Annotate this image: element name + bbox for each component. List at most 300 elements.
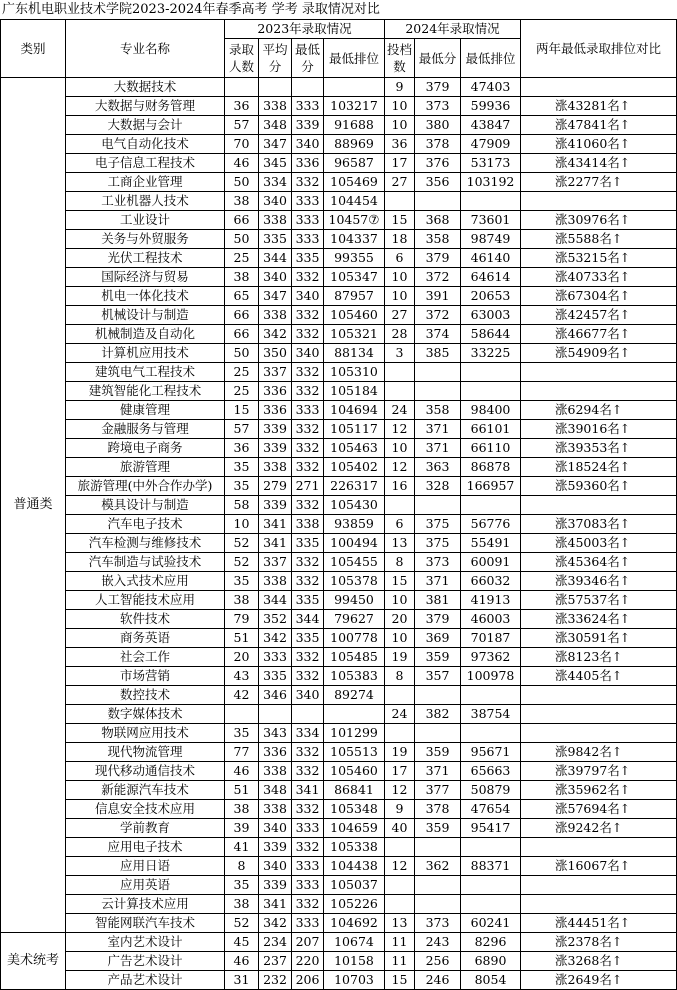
- min-score-2023-cell: 339: [292, 116, 324, 135]
- admitted-count-cell: 45: [225, 933, 259, 952]
- min-score-2024-cell: [415, 895, 461, 914]
- min-rank-2024-cell: 66032: [461, 572, 521, 591]
- average-score-cell: 338: [259, 572, 292, 591]
- admitted-count-cell: 50: [225, 173, 259, 192]
- average-score-cell: 340: [259, 268, 292, 287]
- major-cell: 现代物流管理: [66, 743, 225, 762]
- filing-count-cell: 8: [385, 553, 415, 572]
- rank-compare-cell: 涨47841名↑: [521, 116, 677, 135]
- rank-compare-cell: 涨54909名↑: [521, 344, 677, 363]
- min-score-2024-cell: 375: [415, 515, 461, 534]
- rank-compare-cell: [521, 192, 677, 211]
- min-score-2023-cell: 333: [292, 914, 324, 933]
- admitted-count-cell: 35: [225, 572, 259, 591]
- average-score-cell: 341: [259, 515, 292, 534]
- min-score-2024-cell: [415, 724, 461, 743]
- min-rank-2024-cell: 43847: [461, 116, 521, 135]
- filing-count-cell: 10: [385, 268, 415, 287]
- min-score-2024-cell: 368: [415, 211, 461, 230]
- major-cell: 现代移动通信技术: [66, 762, 225, 781]
- filing-count-cell: 10: [385, 629, 415, 648]
- admitted-count-cell: 36: [225, 97, 259, 116]
- average-score-cell: 341: [259, 895, 292, 914]
- rank-compare-cell: 涨33624名↑: [521, 610, 677, 629]
- min-rank-2024-cell: 55491: [461, 534, 521, 553]
- min-rank-2024-cell: 8296: [461, 933, 521, 952]
- table-row: [1, 762, 677, 781]
- header-min-rank-2024: 最低排位: [461, 39, 521, 78]
- major-cell: 数字媒体技术: [66, 705, 225, 724]
- major-cell: 工商企业管理: [66, 173, 225, 192]
- filing-count-cell: 13: [385, 534, 415, 553]
- min-score-2023-cell: 340: [292, 686, 324, 705]
- major-cell: 汽车检测与维修技术: [66, 534, 225, 553]
- min-score-2023-cell: 332: [292, 458, 324, 477]
- min-rank-2023-cell: 104337: [324, 230, 385, 249]
- average-score-cell: 279: [259, 477, 292, 496]
- min-score-2024-cell: [415, 876, 461, 895]
- header-min-rank-2023: 最低排位: [324, 39, 385, 78]
- table-row: [1, 439, 677, 458]
- min-score-2023-cell: 333: [292, 401, 324, 420]
- min-rank-2024-cell: 95417: [461, 819, 521, 838]
- min-rank-2024-cell: 95671: [461, 743, 521, 762]
- table-row: [1, 857, 677, 876]
- min-rank-2024-cell: 63003: [461, 306, 521, 325]
- min-rank-2023-cell: 100778: [324, 629, 385, 648]
- min-rank-2024-cell: [461, 686, 521, 705]
- rank-compare-cell: 涨57694名↑: [521, 800, 677, 819]
- min-score-2024-cell: 359: [415, 648, 461, 667]
- min-rank-2024-cell: 70187: [461, 629, 521, 648]
- header-average-score: 平均分: [259, 39, 292, 78]
- average-score-cell: 339: [259, 496, 292, 515]
- min-rank-2024-cell: [461, 496, 521, 515]
- admitted-count-cell: [225, 705, 259, 724]
- major-cell: 应用电子技术: [66, 838, 225, 857]
- table-row: [1, 401, 677, 420]
- min-score-2024-cell: 376: [415, 154, 461, 173]
- min-score-2023-cell: 335: [292, 591, 324, 610]
- major-cell: 产品艺术设计: [66, 971, 225, 990]
- rank-compare-cell: 涨37083名↑: [521, 515, 677, 534]
- min-rank-2024-cell: 60241: [461, 914, 521, 933]
- min-rank-2024-cell: 86878: [461, 458, 521, 477]
- min-score-2023-cell: 332: [292, 268, 324, 287]
- min-rank-2023-cell: 105430: [324, 496, 385, 515]
- rank-compare-cell: [521, 705, 677, 724]
- major-cell: 数控技术: [66, 686, 225, 705]
- header-min-score-2023: 最低分: [292, 39, 324, 78]
- min-rank-2023-cell: 105469: [324, 173, 385, 192]
- table-row: [1, 97, 677, 116]
- rank-compare-cell: [521, 838, 677, 857]
- filing-count-cell: 11: [385, 952, 415, 971]
- average-score-cell: 350: [259, 344, 292, 363]
- min-score-2024-cell: 379: [415, 78, 461, 97]
- admitted-count-cell: 36: [225, 439, 259, 458]
- min-score-2023-cell: 206: [292, 971, 324, 990]
- admitted-count-cell: 52: [225, 553, 259, 572]
- rank-compare-cell: 涨9242名↑: [521, 819, 677, 838]
- header-row-1: [1, 20, 677, 39]
- header-filing-count: 投档数: [385, 39, 415, 78]
- average-score-cell: 341: [259, 534, 292, 553]
- min-rank-2023-cell: 105402: [324, 458, 385, 477]
- min-score-2023-cell: 332: [292, 496, 324, 515]
- header-min-score-2024: 最低分: [415, 39, 461, 78]
- min-score-2023-cell: 341: [292, 781, 324, 800]
- min-score-2024-cell: 380: [415, 116, 461, 135]
- min-score-2023-cell: 333: [292, 192, 324, 211]
- min-rank-2023-cell: 105460: [324, 762, 385, 781]
- rank-compare-cell: 涨39797名↑: [521, 762, 677, 781]
- min-rank-2024-cell: 41913: [461, 591, 521, 610]
- major-cell: 智能网联汽车技术: [66, 914, 225, 933]
- admitted-count-cell: 35: [225, 876, 259, 895]
- min-score-2024-cell: 378: [415, 135, 461, 154]
- filing-count-cell: 10: [385, 97, 415, 116]
- rank-compare-cell: 涨57537名↑: [521, 591, 677, 610]
- average-score-cell: 337: [259, 363, 292, 382]
- major-cell: 商务英语: [66, 629, 225, 648]
- filing-count-cell: 18: [385, 230, 415, 249]
- filing-count-cell: 10: [385, 287, 415, 306]
- major-cell: 物联网应用技术: [66, 724, 225, 743]
- admitted-count-cell: 38: [225, 192, 259, 211]
- major-cell: 金融服务与管理: [66, 420, 225, 439]
- admitted-count-cell: 8: [225, 857, 259, 876]
- table-row: [1, 344, 677, 363]
- min-score-2023-cell: [292, 78, 324, 97]
- average-score-cell: [259, 78, 292, 97]
- min-rank-2023-cell: 105455: [324, 553, 385, 572]
- min-rank-2023-cell: 104694: [324, 401, 385, 420]
- min-rank-2024-cell: 98749: [461, 230, 521, 249]
- min-rank-2023-cell: 88969: [324, 135, 385, 154]
- table-row: [1, 116, 677, 135]
- admitted-count-cell: 25: [225, 249, 259, 268]
- min-rank-2024-cell: 65663: [461, 762, 521, 781]
- min-score-2023-cell: 340: [292, 287, 324, 306]
- filing-count-cell: 17: [385, 154, 415, 173]
- min-rank-2023-cell: 105460: [324, 306, 385, 325]
- min-score-2024-cell: 328: [415, 477, 461, 496]
- table-row: [1, 363, 677, 382]
- admitted-count-cell: 25: [225, 382, 259, 401]
- filing-count-cell: 36: [385, 135, 415, 154]
- major-cell: 国际经济与贸易: [66, 268, 225, 287]
- min-rank-2023-cell: 99355: [324, 249, 385, 268]
- min-score-2024-cell: 356: [415, 173, 461, 192]
- filing-count-cell: 15: [385, 211, 415, 230]
- min-score-2024-cell: 385: [415, 344, 461, 363]
- filing-count-cell: 16: [385, 477, 415, 496]
- filing-count-cell: 13: [385, 914, 415, 933]
- rank-compare-cell: [521, 496, 677, 515]
- min-rank-2023-cell: 91688: [324, 116, 385, 135]
- min-score-2024-cell: 373: [415, 553, 461, 572]
- table-row: [1, 135, 677, 154]
- admitted-count-cell: 77: [225, 743, 259, 762]
- min-rank-2024-cell: 46003: [461, 610, 521, 629]
- average-score-cell: 342: [259, 325, 292, 344]
- admitted-count-cell: 46: [225, 762, 259, 781]
- average-score-cell: 337: [259, 553, 292, 572]
- rank-compare-cell: [521, 78, 677, 97]
- average-score-cell: 340: [259, 192, 292, 211]
- min-score-2024-cell: 374: [415, 325, 461, 344]
- major-cell: 旅游管理: [66, 458, 225, 477]
- min-score-2024-cell: [415, 192, 461, 211]
- min-rank-2024-cell: 166957: [461, 477, 521, 496]
- table-row: [1, 667, 677, 686]
- rank-compare-cell: 涨5588名↑: [521, 230, 677, 249]
- min-rank-2024-cell: [461, 895, 521, 914]
- min-rank-2024-cell: 47403: [461, 78, 521, 97]
- admission-table: [0, 19, 677, 990]
- min-score-2024-cell: 371: [415, 762, 461, 781]
- rank-compare-cell: 涨30976名↑: [521, 211, 677, 230]
- filing-count-cell: [385, 496, 415, 515]
- rank-compare-cell: 涨39016名↑: [521, 420, 677, 439]
- rank-compare-cell: 涨44451名↑: [521, 914, 677, 933]
- average-score-cell: 348: [259, 116, 292, 135]
- average-score-cell: 346: [259, 686, 292, 705]
- filing-count-cell: 9: [385, 800, 415, 819]
- rank-compare-cell: [521, 363, 677, 382]
- major-cell: 关务与外贸服务: [66, 230, 225, 249]
- min-score-2024-cell: 363: [415, 458, 461, 477]
- admitted-count-cell: 35: [225, 458, 259, 477]
- admitted-count-cell: 51: [225, 781, 259, 800]
- min-rank-2023-cell: 105378: [324, 572, 385, 591]
- min-score-2023-cell: 332: [292, 838, 324, 857]
- min-score-2024-cell: 379: [415, 610, 461, 629]
- table-row: [1, 819, 677, 838]
- average-score-cell: 342: [259, 629, 292, 648]
- category-cell: 普通类: [1, 78, 66, 933]
- average-score-cell: 338: [259, 211, 292, 230]
- min-score-2023-cell: 340: [292, 135, 324, 154]
- rank-compare-cell: 涨42457名↑: [521, 306, 677, 325]
- rank-compare-cell: 涨3268名↑: [521, 952, 677, 971]
- average-score-cell: 232: [259, 971, 292, 990]
- average-score-cell: 338: [259, 762, 292, 781]
- major-cell: 嵌入式技术应用: [66, 572, 225, 591]
- admitted-count-cell: 38: [225, 800, 259, 819]
- filing-count-cell: 10: [385, 116, 415, 135]
- min-score-2024-cell: 372: [415, 268, 461, 287]
- filing-count-cell: 20: [385, 610, 415, 629]
- min-score-2024-cell: 391: [415, 287, 461, 306]
- header-major: 专业名称: [66, 20, 225, 78]
- min-rank-2023-cell: 104438: [324, 857, 385, 876]
- major-cell: 学前教育: [66, 819, 225, 838]
- rank-compare-cell: 涨2277名↑: [521, 173, 677, 192]
- min-score-2024-cell: 358: [415, 230, 461, 249]
- major-cell: 建筑智能化工程技术: [66, 382, 225, 401]
- admitted-count-cell: 79: [225, 610, 259, 629]
- rank-compare-cell: 涨9842名↑: [521, 743, 677, 762]
- table-title: 广东机电职业技术学院2023-2024年春季高考 学考 录取情况对比: [2, 2, 380, 17]
- min-rank-2023-cell: 10457⑦: [324, 211, 385, 230]
- min-rank-2023-cell: 89274: [324, 686, 385, 705]
- min-score-2023-cell: 333: [292, 876, 324, 895]
- rank-compare-cell: 涨39353名↑: [521, 439, 677, 458]
- min-score-2023-cell: 332: [292, 325, 324, 344]
- admitted-count-cell: 38: [225, 268, 259, 287]
- min-score-2024-cell: [415, 686, 461, 705]
- average-score-cell: 237: [259, 952, 292, 971]
- min-score-2023-cell: 333: [292, 230, 324, 249]
- major-cell: 应用英语: [66, 876, 225, 895]
- admitted-count-cell: 65: [225, 287, 259, 306]
- average-score-cell: 347: [259, 287, 292, 306]
- admitted-count-cell: 66: [225, 211, 259, 230]
- min-rank-2024-cell: 8054: [461, 971, 521, 990]
- filing-count-cell: 3: [385, 344, 415, 363]
- rank-compare-cell: 涨46677名↑: [521, 325, 677, 344]
- min-score-2024-cell: 375: [415, 534, 461, 553]
- min-rank-2024-cell: [461, 192, 521, 211]
- min-rank-2023-cell: 10703: [324, 971, 385, 990]
- min-rank-2023-cell: 100494: [324, 534, 385, 553]
- average-score-cell: 336: [259, 382, 292, 401]
- min-score-2023-cell: 334: [292, 724, 324, 743]
- min-rank-2024-cell: 6890: [461, 952, 521, 971]
- min-rank-2024-cell: 97362: [461, 648, 521, 667]
- table-row: [1, 648, 677, 667]
- min-rank-2024-cell: 103192: [461, 173, 521, 192]
- rank-compare-cell: [521, 876, 677, 895]
- average-score-cell: 348: [259, 781, 292, 800]
- min-rank-2023-cell: 105348: [324, 800, 385, 819]
- average-score-cell: 347: [259, 135, 292, 154]
- admitted-count-cell: 46: [225, 952, 259, 971]
- average-score-cell: 352: [259, 610, 292, 629]
- rank-compare-cell: 涨45364名↑: [521, 553, 677, 572]
- major-cell: 大数据技术: [66, 78, 225, 97]
- table-row: [1, 743, 677, 762]
- table-row: [1, 591, 677, 610]
- table-row: [1, 610, 677, 629]
- min-score-2024-cell: 357: [415, 667, 461, 686]
- major-cell: 新能源汽车技术: [66, 781, 225, 800]
- min-rank-2023-cell: 104692: [324, 914, 385, 933]
- filing-count-cell: 6: [385, 249, 415, 268]
- min-score-2023-cell: 332: [292, 800, 324, 819]
- min-score-2023-cell: 333: [292, 819, 324, 838]
- table-row: [1, 325, 677, 344]
- min-score-2023-cell: 344: [292, 610, 324, 629]
- min-score-2024-cell: 358: [415, 401, 461, 420]
- major-cell: 室内艺术设计: [66, 933, 225, 952]
- admitted-count-cell: 35: [225, 724, 259, 743]
- min-score-2024-cell: 373: [415, 914, 461, 933]
- admitted-count-cell: 38: [225, 591, 259, 610]
- table-row: [1, 287, 677, 306]
- table-row: [1, 971, 677, 990]
- major-cell: 健康管理: [66, 401, 225, 420]
- table-row: [1, 572, 677, 591]
- min-rank-2024-cell: 20653: [461, 287, 521, 306]
- min-rank-2024-cell: 46140: [461, 249, 521, 268]
- table-row: [1, 895, 677, 914]
- filing-count-cell: 17: [385, 762, 415, 781]
- average-score-cell: 336: [259, 743, 292, 762]
- table-row: [1, 838, 677, 857]
- rank-compare-cell: 涨53215名↑: [521, 249, 677, 268]
- min-score-2024-cell: 371: [415, 420, 461, 439]
- min-rank-2023-cell: 105338: [324, 838, 385, 857]
- table-row: [1, 306, 677, 325]
- admitted-count-cell: 46: [225, 154, 259, 173]
- filing-count-cell: 28: [385, 325, 415, 344]
- table-row: [1, 230, 677, 249]
- rank-compare-cell: 涨8123名↑: [521, 648, 677, 667]
- min-rank-2024-cell: 47654: [461, 800, 521, 819]
- min-rank-2024-cell: [461, 363, 521, 382]
- min-rank-2023-cell: 105310: [324, 363, 385, 382]
- min-rank-2024-cell: 50879: [461, 781, 521, 800]
- min-rank-2023-cell: 226317: [324, 477, 385, 496]
- min-rank-2023-cell: 101299: [324, 724, 385, 743]
- rank-compare-cell: 涨6294名↑: [521, 401, 677, 420]
- header-2023: 2023年录取情况: [225, 20, 385, 39]
- min-score-2023-cell: 332: [292, 743, 324, 762]
- table-row: [1, 154, 677, 173]
- major-cell: 工业设计: [66, 211, 225, 230]
- major-cell: 模具设计与制造: [66, 496, 225, 515]
- table-row: [1, 458, 677, 477]
- min-score-2023-cell: 340: [292, 344, 324, 363]
- min-score-2023-cell: 332: [292, 553, 324, 572]
- major-cell: 软件技术: [66, 610, 225, 629]
- min-score-2023-cell: [292, 705, 324, 724]
- min-score-2023-cell: 333: [292, 857, 324, 876]
- filing-count-cell: 6: [385, 515, 415, 534]
- filing-count-cell: [385, 686, 415, 705]
- major-cell: 工业机器人技术: [66, 192, 225, 211]
- min-rank-2024-cell: 56776: [461, 515, 521, 534]
- filing-count-cell: 11: [385, 933, 415, 952]
- admitted-count-cell: 35: [225, 477, 259, 496]
- average-score-cell: 335: [259, 667, 292, 686]
- min-rank-2023-cell: [324, 705, 385, 724]
- admitted-count-cell: 15: [225, 401, 259, 420]
- major-cell: 电子信息工程技术: [66, 154, 225, 173]
- min-rank-2023-cell: 105383: [324, 667, 385, 686]
- major-cell: 机械设计与制造: [66, 306, 225, 325]
- min-score-2023-cell: 333: [292, 97, 324, 116]
- min-rank-2023-cell: 10674: [324, 933, 385, 952]
- major-cell: 大数据与财务管理: [66, 97, 225, 116]
- rank-compare-cell: 涨45003名↑: [521, 534, 677, 553]
- min-rank-2024-cell: 59936: [461, 97, 521, 116]
- filing-count-cell: 27: [385, 306, 415, 325]
- min-score-2023-cell: 332: [292, 895, 324, 914]
- min-score-2024-cell: 378: [415, 800, 461, 819]
- filing-count-cell: [385, 724, 415, 743]
- table-row: [1, 477, 677, 496]
- min-score-2023-cell: 220: [292, 952, 324, 971]
- admitted-count-cell: 66: [225, 325, 259, 344]
- filing-count-cell: 15: [385, 971, 415, 990]
- average-score-cell: 336: [259, 401, 292, 420]
- average-score-cell: [259, 705, 292, 724]
- major-cell: 光伏工程技术: [66, 249, 225, 268]
